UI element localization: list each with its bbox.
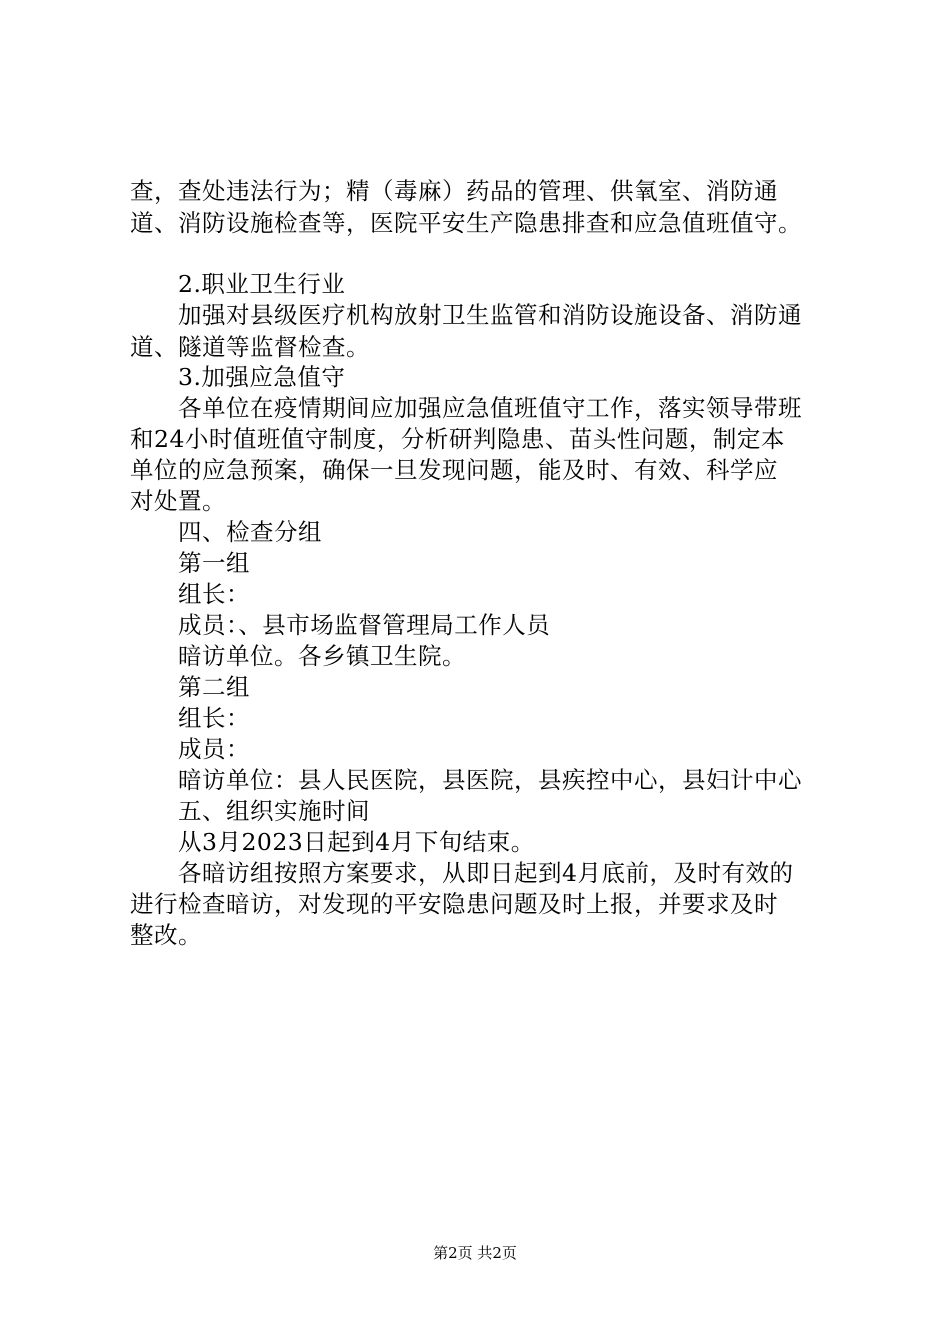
- text-line: 道、隧道等监督检查。: [130, 333, 370, 361]
- text-line: 对处置。: [130, 487, 226, 515]
- section-heading: 四、检查分组: [178, 518, 322, 546]
- text-line: 进行检查暗访，对发现的平安隐患问题及时上报，并要求及时: [130, 890, 778, 918]
- text-line: 成员：、县市场监督管理局工作人员: [178, 611, 551, 639]
- text-line: 道、消防设施检查等，医院平安生产隐患排查和应急值班值守。: [130, 209, 802, 237]
- text-line: 单位的应急预案，确保一旦发现问题，能及时、有效、科学应: [130, 456, 778, 484]
- text-line: 组长：: [178, 580, 250, 608]
- section-heading: 2.职业卫生行业: [178, 270, 346, 298]
- text-line: 第二组: [178, 673, 250, 701]
- text-line: 从3月2023日起到4月下旬结束。: [178, 828, 535, 856]
- text-line: 和24小时值班值守制度，分析研判隐患、苗头性问题，制定本: [130, 425, 785, 453]
- text-line: 组长：: [178, 704, 250, 732]
- text-line: 暗访单位：县人民医院，县医院，县疾控中心，县妇计中心: [178, 766, 802, 794]
- text-line: 第一组: [178, 549, 250, 577]
- text-line: 整改。: [130, 921, 202, 949]
- page-number-footer: 第2页 共2页: [433, 1244, 517, 1262]
- text-line: 加强对县级医疗机构放射卫生监管和消防设施设备、消防通: [178, 301, 802, 329]
- text-line: 各暗访组按照方案要求，从即日起到4月底前，及时有效的: [178, 859, 794, 887]
- text-line: 暗访单位。各乡镇卫生院。: [178, 642, 466, 670]
- section-heading: 3.加强应急值守: [178, 363, 346, 391]
- text-line: 各单位在疫情期间应加强应急值班值守工作，落实领导带班: [178, 394, 802, 422]
- text-line: 成员：: [178, 735, 250, 763]
- section-heading: 五、组织实施时间: [178, 797, 370, 825]
- text-line: 查，查处违法行为；精（毒麻）药品的管理、供氧室、消防通: [130, 177, 778, 205]
